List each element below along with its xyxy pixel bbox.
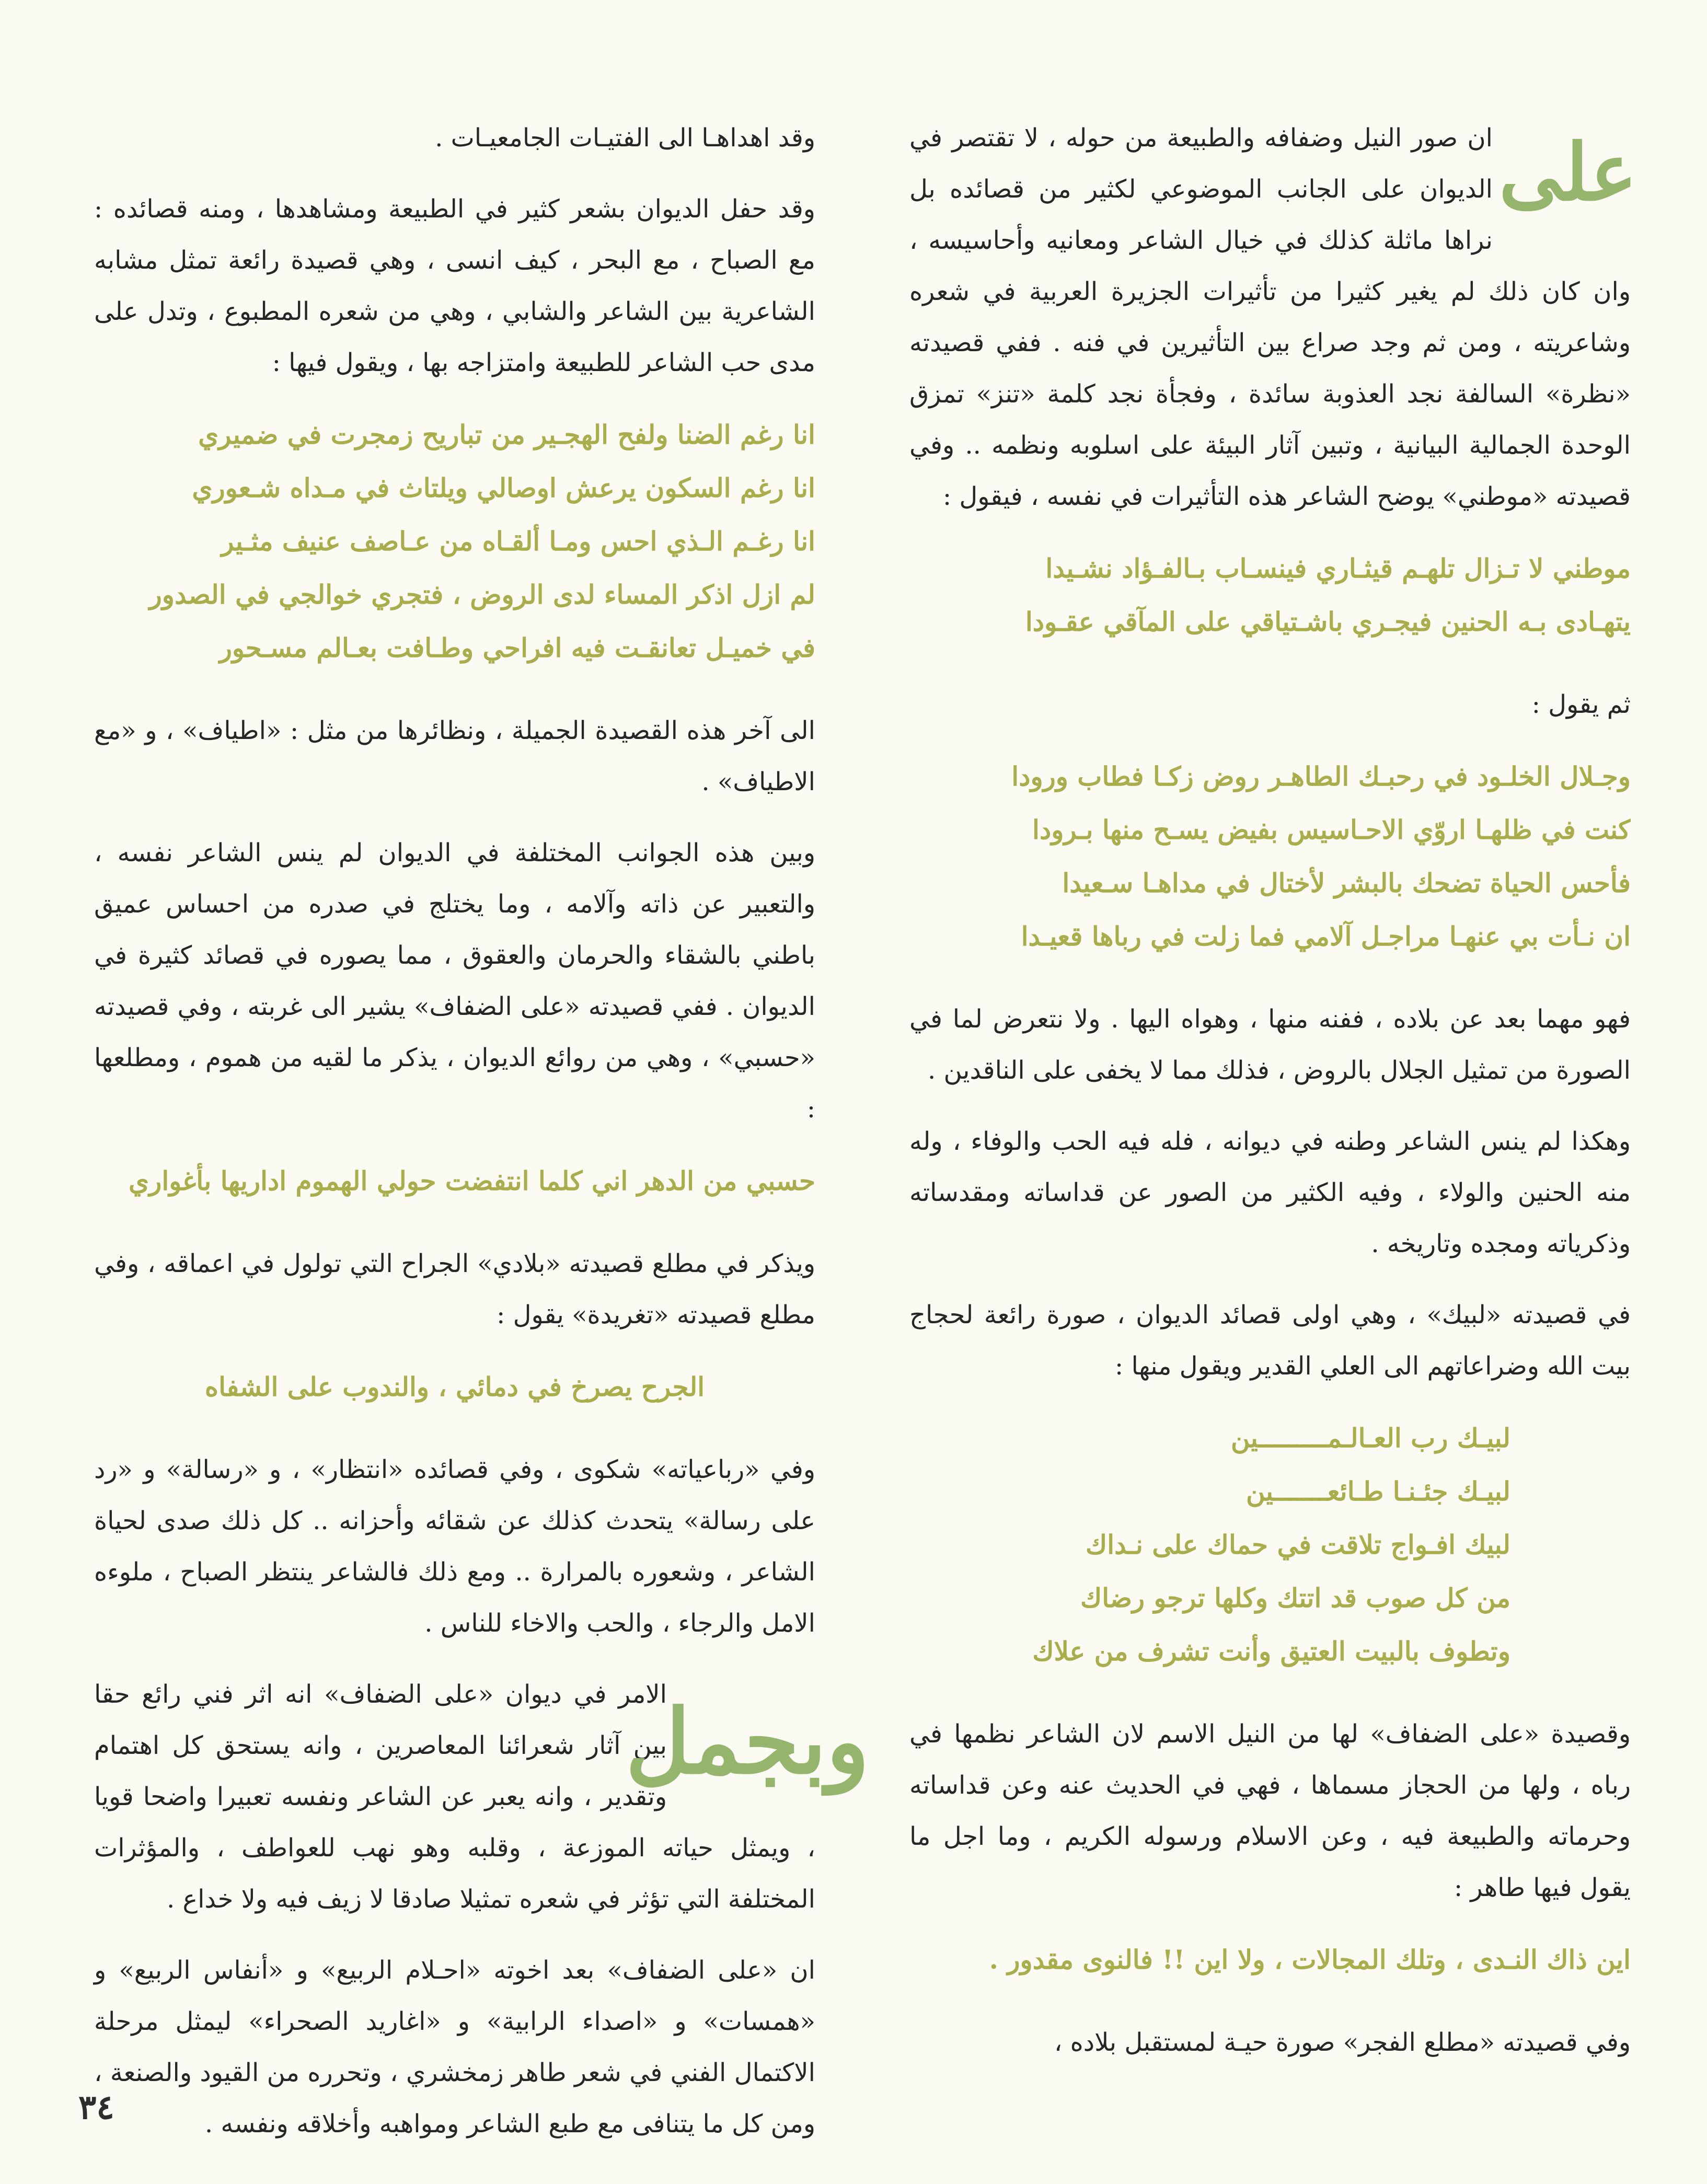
poem-verses (909, 1933, 1631, 1986)
verse-line: حسبي من الدهر اني كلما انتفضت حولي الهموم اداريها بأغواري (129, 1165, 815, 1196)
verse-line: انا رغـم الـذي احس ومـا ألقـاه من عـاصف عنيف مثـير (221, 526, 815, 557)
poem-verses (909, 542, 1631, 649)
paragraph: وقد اهداهـا الى الفتيـات الجامعيـات . (435, 123, 815, 153)
paragraph: ويذكر في مطلع قصيدته «بلادي» الجراح التي تولول في اعماقه ، وفي مطلع قصيدته «تغريدة» يقول : (94, 1249, 815, 1330)
verse-line: وتطوف بالبيت العتيق وأنت تشرف من علاك (1032, 1636, 1510, 1667)
page-number: ٣٤ (78, 2088, 114, 2127)
dropcap-ornament (1498, 112, 1637, 233)
paragraph: وهكذا لم ينس الشاعر وطنه في ديوانه ، فله فيه الحب والوفاء ، وله منه الحنين والولاء ، وفيه الكثير من الصور عن قداساته ومقدساته وذكرياته ومجده وتاريخه . (909, 1127, 1631, 1258)
poem-verses (909, 750, 1631, 963)
paragraph: وبين هذه الجوانب المختلفة في الديوان لم ينس الشاعر نفسه ، والتعبير عن ذاته وآلامه ، وما يختلج في صدره من احساس عميق باطني بالشقاء والحرمان والعقوق ، مما يصوره في قصائد كثيرة في الديوان . ففي قصيدته «على الضفاف» يشير الى غربته ، وفي قصيدته «حسبي» ، وهي من روائع الديوان ، يذكر ما لقيه من هموم ، ومطلعها : (94, 838, 815, 1124)
paragraph: وقصيدة «على الضفاف» لها من النيل الاسم لان الشاعر نظمها في رباه ، ولها من الحجاز مسماها ، فهي في الحديث عنه وعن قداساته وحرماته والطبيعة فيه ، وعن الاسلام ورسوله الكريم ، وما اجل ما يقول فيها طاهر : (909, 1719, 1631, 1902)
verse-line: ان نـأت بي عنهـا مراجـل آلامي فما زلت في رباها قعيـدا (1021, 921, 1631, 952)
verse-line: وجـلال الخلـود في رحبـك الطاهـر روض زكـا فطاب ورودا (1011, 761, 1631, 792)
paragraph: وقد حفل الديوان بشعر كثير في الطبيعة ومشاهدها ، ومنه قصائده : مع الصباح ، مع البحر ، كيف انسى ، وهي قصيدة رائعة تمثل مشابه الشاعرية بين الشاعر والشابي ، وهي من شعره المطبوع ، وتدل على مدى حب الشاعر للطبيعة وامتزاجه بها ، ويقول فيها : (94, 194, 815, 377)
verse-line: موطني لا تـزال تلهـم قيثـاري فينسـاب بـالفـؤاد نشـيدا (1045, 553, 1631, 584)
verse-line: انا رغم الضنا ولفح الهجـير من تباريح زمجرت في ضميري (198, 419, 815, 450)
verse-line: لبيـك جئـنـا طـائعـــــــين (1245, 1476, 1510, 1507)
verse-line: اين ذاك النـدى ، وتلك المجالات ، ولا اين !! فالنوى مقدور . (989, 1944, 1631, 1975)
paragraph: ان «على الضفاف» بعد اخوته «احـلام الربيع» و «أنفاس الربيع» و «همسات» و «اصداء الرابية» و «اغاريد الصحراء» ليمثل مرحلة الاكتمال الفني في شعر طاهر زمخشري ، وتحرره من القيود والصنعة ، ومن كل ما يتنافى مع طبع الشاعر ومواهبه وأخلاقه ونفسه . (94, 1956, 816, 2139)
verse-line: يتهـادى بـه الحنين فيجـري باشـتياقي على المآقي عقـودا (1025, 606, 1631, 637)
paragraph: ان صور النيل وضفافه والطبيعة من حوله ، لا تقتصر في الديوان على الجانب الموضوعي لكثير من قصائده بل نراها ماثلة كذلك في خيال الشاعر ومعانيه وأحاسيسه ، وان كان ذلك لم يغير كثيرا من تأثيرات الجزيرة العربية في شعره وشاعريته ، ومن ثم وجد صراع بين التأثيرين في فنه . ففي قصيدته «نظرة» السالفة نجد العذوبة سائدة ، وفجأة نجد كلمة «تنز» تمزق الوحدة الجمالية البيانية ، وتبين آثار البيئة على اسلوبه ونظمه .. وفي قصيدته «موطني» يوضح الشاعر هذه التأثيرات في نفسه ، فيقول : (909, 123, 1631, 511)
verse-line: الجرح يصرخ في دمائي ، والندوب على الشفاه (204, 1371, 705, 1402)
paragraph: وفي «رباعياته» شكوى ، وفي قصائده «انتظار» ، و «رسالة» و «رد على رسالة» يتحدث كذلك عن شقائه وأحزانه .. كل ذلك صدى لحياة الشاعر ، وشعوره بالمرارة .. ومع ذلك فالشاعر ينتظر الصباح ، ملوءه الامل والرجاء ، والحب والاخاء للناس . (94, 1455, 815, 1638)
paragraph: فهو مهما بعد عن بلاده ، ففنه منها ، وهواه اليها . ولا نتعرض لما في الصورة من تمثيل الجلال بالروض ، فذلك مما لا يخفى على الناقدين . (909, 1004, 1631, 1085)
paragraph: الامر في ديوان «على الضفاف» انه اثر فني رائع حقا بين آثار شعرائنا المعاصرين ، وانه يستحق كل اهتمام وتقدير ، وانه يعبر عن الشاعر ونفسه تعبيرا واضحا قويا ، ويمثل حياته الموزعة ، وقلبه وهو نهب للعواطف ، والمؤثرات المختلفة التي تؤثر في شعره تمثيلا صادقا لا زيف فيه ولا خداع . (94, 1680, 815, 1914)
verse-line: في خميـل تعانقـت فيه افراحي وطـافت بعـالم مسـحور (219, 632, 815, 663)
verse-line: من كل صوب قد اتتك وكلها ترجو رضاك (1080, 1582, 1510, 1613)
dropcap-text: وبجمل (625, 1690, 870, 1794)
paragraph: الى آخر هذه القصيدة الجميلة ، ونظائرها من مثل : «اطياف» ، و «مع الاطياف» . (94, 716, 815, 796)
verse-line: لبيـك رب العـالـمـــــــــين (1230, 1423, 1510, 1453)
dropcap-ornament (625, 1669, 870, 1815)
paragraph: في قصيدته «لبيك» ، وهي اولى قصائد الديوان ، صورة رائعة لحجاج بيت الله وضراعاتهم الى العلي القدير ويقول منها : (909, 1300, 1631, 1381)
right-column (909, 112, 1637, 2088)
verse-line: انا رغم السكون يرعش اوصالي ويلتاث في مـداه شـعوري (192, 472, 815, 503)
verse-line: لبيك افـواج تلاقت في حماك على نـداك (1086, 1529, 1510, 1560)
left-column (94, 112, 870, 2169)
dropcap-text: على (1498, 126, 1637, 218)
poem-verses (94, 1360, 815, 1414)
paragraph: ثم يقول : (1531, 690, 1631, 719)
paragraph: وفي قصيدته «مطلع الفجر» صورة حيـة لمستقبل بلاده ، (1054, 2028, 1631, 2057)
verse-line: لم ازل اذكر المساء لدى الروض ، فتجري خوالجي في الصدور (149, 579, 815, 610)
poem-verses (94, 408, 815, 675)
verse-line: كنت في ظلهـا اروّي الاحـاسيس بفيض يسـح منها بـرودا (1032, 814, 1631, 845)
poem-verses (909, 1412, 1631, 1678)
poem-verses (94, 1154, 815, 1208)
verse-line: فأحس الحياة تضحك بالبشر لأختال في مداهـا سـعيدا (1062, 868, 1631, 898)
